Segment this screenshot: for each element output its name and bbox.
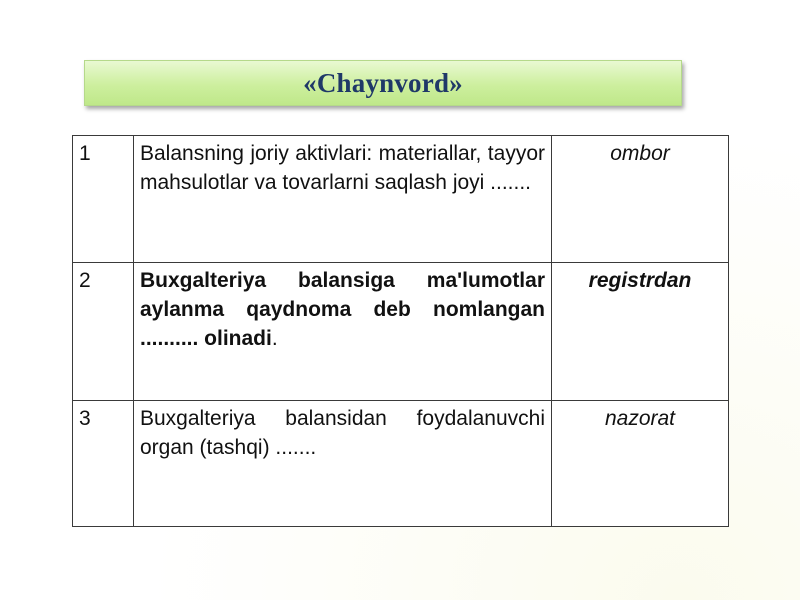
row-number: 3: [73, 401, 134, 527]
crossword-table: [72, 135, 729, 527]
table-row: [73, 401, 729, 527]
answer-text: nazorat: [552, 401, 729, 527]
question-text: [134, 263, 552, 401]
question-text: [134, 136, 552, 263]
answer-text: ombor: [552, 136, 729, 263]
table-row: [73, 136, 729, 263]
question-main: Buxgalteriya balansidan foydalanuvchi organ (tashqi) .......: [140, 407, 545, 459]
question-text: [134, 401, 552, 527]
answer-text: registrdan: [552, 263, 729, 401]
title-banner: [84, 60, 682, 106]
question-tail: .: [271, 327, 278, 350]
question-main: Buxgalteriya balansiga ma'lumotlar aylanma qaydnoma deb nomlangan .......... olinadi: [140, 269, 545, 350]
row-number: 2: [73, 263, 134, 401]
table-row: [73, 263, 729, 401]
slide-title: «Chaynvord»: [303, 67, 463, 98]
question-main: Balansning joriy aktivlari: materiallar, tayyor mahsulotlar va tovarlarni saqlash joyi .......: [140, 142, 545, 194]
row-number: 1: [73, 136, 134, 263]
